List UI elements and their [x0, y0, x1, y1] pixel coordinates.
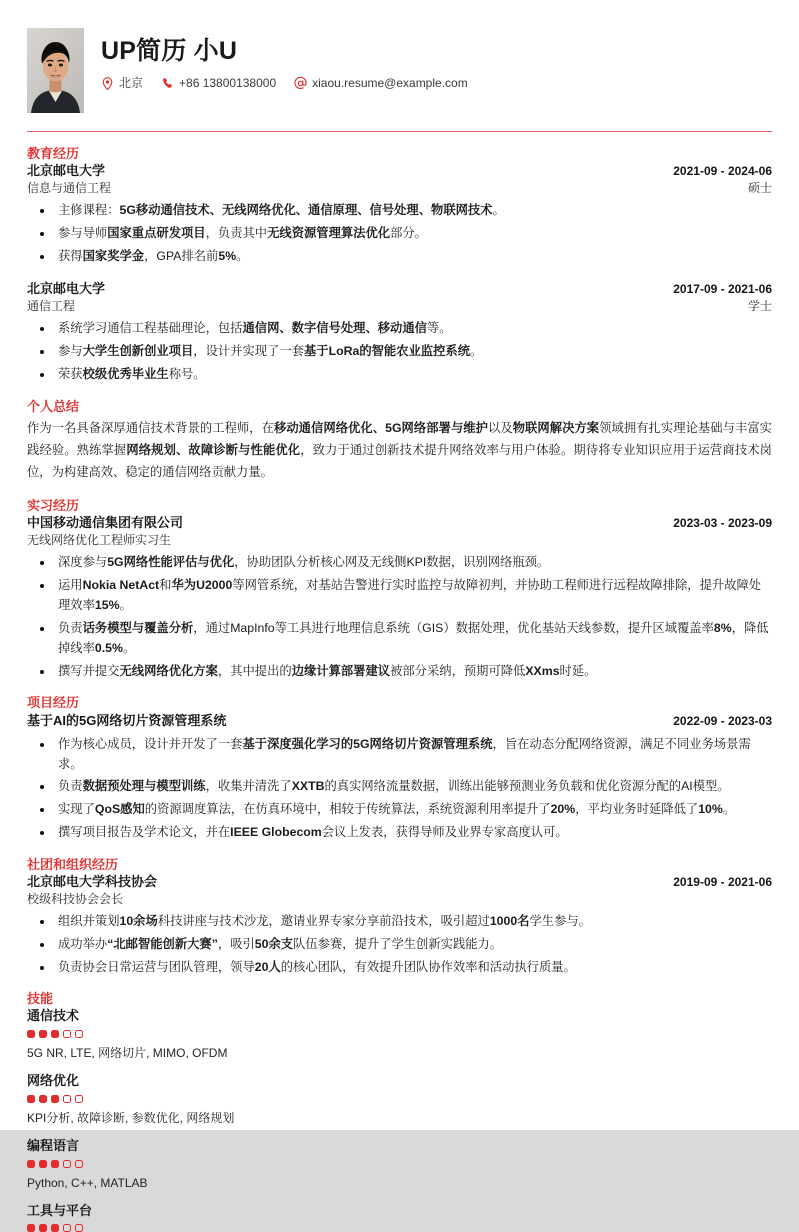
bullet-item: 作为核心成员，设计并开发了一套基于深度强化学习的5G网络切片资源管理系统，旨在动态分配网络资源，满足不同业务场景需求。: [27, 735, 772, 775]
section-organizations: [27, 857, 772, 978]
bullet-item: 撰写项目报告及学术论文，并在IEEE Globecom会议上发表，获得导师及业界专家高度认可。: [27, 823, 772, 843]
section-internship: [27, 498, 772, 682]
section-title-education: 教育经历: [27, 146, 80, 161]
bullet-item: 获得国家奖学金，GPA排名前5%。: [27, 247, 772, 267]
section-title-internship: 实习经历: [27, 497, 80, 513]
entry-date-range: 2022-09 - 2023-03: [673, 713, 772, 728]
skill-name: 编程语言: [27, 1137, 80, 1153]
skill-dot-empty: [75, 1224, 83, 1232]
section-title-organizations: 社团和组织经历: [27, 857, 119, 873]
bullet-item: 系统学习通信工程基础理论，包括通信网、数字信号处理、移动通信等。: [27, 319, 772, 339]
location-pin-icon: [101, 77, 114, 90]
skill-dot-empty: [75, 1095, 83, 1103]
bullet-list: [27, 201, 772, 267]
skill-name: 网络优化: [27, 1073, 80, 1089]
bullet-item: 荣获校级优秀毕业生称号。: [27, 365, 772, 385]
entry: [27, 713, 772, 843]
skill-dot-empty: [63, 1095, 71, 1103]
contact-location: [101, 77, 143, 90]
skill-dot-empty: [75, 1030, 83, 1038]
skill-dot-filled: [51, 1095, 59, 1103]
bullet-list: [27, 553, 772, 681]
entry-subtitle: 通信工程: [27, 298, 76, 313]
entry-header-row: [27, 874, 772, 891]
section-title-skills: 技能: [27, 991, 54, 1007]
entry: [27, 281, 772, 385]
entry: [27, 874, 772, 978]
skill-dot-filled: [39, 1030, 47, 1038]
entry-organization: 北京邮电大学科技协会: [27, 874, 158, 890]
skill-dot-empty: [63, 1030, 71, 1038]
skill-items: 5G NR, LTE, 网络切片, MIMO, OFDM: [27, 1046, 228, 1061]
resume-sections: [27, 146, 772, 978]
bullet-item: 深度参与5G网络性能评估与优化，协助团队分析核心网及无线侧KPI数据，识别网络瓶颈。: [27, 553, 772, 573]
entry-header-row: [27, 713, 772, 730]
skill-name: 通信技术: [27, 1008, 80, 1024]
bullet-item: 组织并策划10余场科技讲座与技术沙龙，邀请业界专家分享前沿技术，吸引超过1000名学生参与。: [27, 912, 772, 932]
section-title-projects: 项目经历: [27, 695, 80, 711]
entry-organization: 中国移动通信集团有限公司: [27, 514, 184, 530]
entry-degree: 硕士: [747, 181, 772, 196]
skill-block-list: [27, 1008, 772, 1232]
section-education: [27, 146, 772, 385]
entry: [27, 163, 772, 267]
bullet-list: [27, 912, 772, 978]
entry-header-row: [27, 281, 772, 298]
skill-block: [27, 1203, 772, 1232]
entry-sub-row: [27, 891, 772, 907]
skill-block: [27, 1073, 772, 1127]
bullet-list: [27, 735, 772, 844]
entry-header-row: [27, 515, 772, 532]
skill-dot-empty: [63, 1160, 71, 1168]
bullet-item: 运用Nokia NetAct和华为U2000等网管系统，对基站告警进行实时监控与故障初判，并协助工程师进行远程故障排除，提升故障处理效率15%。: [27, 576, 772, 616]
bullet-item: 成功举办“北邮智能创新大赛”，吸引50余支队伍参赛，提升了学生创新实践能力。: [27, 935, 772, 955]
bullet-item: 参与导师国家重点研发项目，负责其中无线资源管理算法优化部分。: [27, 224, 772, 244]
skill-items: Python, C++, MATLAB: [27, 1175, 148, 1190]
entry-sub-row: [27, 180, 772, 196]
skill-level-rating: [27, 1095, 772, 1103]
entry-date-range: 2023-03 - 2023-09: [673, 515, 772, 530]
skill-dot-filled: [27, 1030, 35, 1038]
bullet-item: 主修课程：5G移动通信技术、无线网络优化、通信原理、信号处理、物联网技术。: [27, 201, 772, 221]
skill-dot-filled: [51, 1160, 59, 1168]
skill-level-rating: [27, 1160, 772, 1168]
entry-header-row: [27, 163, 772, 180]
bullet-item: 撰写并提交无线网络优化方案，其中提出的边缘计算部署建议被部分采纳，预期可降低XXms时延。: [27, 662, 772, 682]
page-title: UP简历 小U: [101, 37, 238, 65]
skill-name: 工具与平台: [27, 1202, 93, 1218]
bullet-item: 参与大学生创新创业项目，设计并实现了一套基于LoRa的智能农业监控系统。: [27, 342, 772, 362]
skill-dot-filled: [39, 1160, 47, 1168]
skill-level-rating: [27, 1030, 772, 1038]
contact-email-text: xiaou.resume@example.com: [312, 76, 468, 91]
skill-level-rating: [27, 1224, 772, 1232]
contact-location-text: 北京: [119, 76, 144, 91]
section-summary: [27, 399, 772, 484]
bullet-item: 负责数据预处理与模型训练，收集并清洗了XXTB的真实网络流量数据，训练出能够预测业务负载和优化资源分配的AI模型。: [27, 777, 772, 797]
section-projects: [27, 695, 772, 843]
skill-dot-filled: [27, 1224, 35, 1232]
entry-organization: 基于AI的5G网络切片资源管理系统: [27, 712, 227, 728]
contact-phone: [161, 77, 276, 90]
resume-header: [27, 0, 772, 113]
entry-degree: 学士: [747, 298, 772, 313]
entry-subtitle: 校级科技协会会长: [27, 892, 124, 907]
bullet-item: 负责协会日常运营与团队管理，领导20人的核心团队，有效提升团队协作效率和活动执行质量。: [27, 958, 772, 978]
entry: [27, 515, 772, 682]
bullet-list: [27, 319, 772, 385]
entry-subtitle: 信息与通信工程: [27, 181, 112, 196]
skill-block: [27, 1138, 772, 1192]
entry-date-range: 2017-09 - 2021-06: [673, 282, 772, 297]
skill-block: [27, 1008, 772, 1062]
skill-dot-filled: [51, 1030, 59, 1038]
entry-subtitle: 无线网络优化工程师实习生: [27, 532, 172, 547]
skill-dot-filled: [27, 1160, 35, 1168]
contact-list: [101, 77, 468, 90]
contact-email: [294, 77, 468, 90]
skill-dot-empty: [75, 1160, 83, 1168]
contact-phone-text: +86 13800138000: [179, 76, 277, 91]
entry-organization: 北京邮电大学: [27, 281, 106, 297]
section-title-summary: 个人总结: [27, 398, 80, 414]
header-divider: [27, 131, 772, 132]
skills-section: [27, 991, 772, 1232]
at-email-icon: [294, 77, 307, 90]
entry-sub-row: [27, 298, 772, 314]
avatar: [27, 28, 84, 113]
summary-paragraph: 作为一名具备深厚通信技术背景的工程师，在移动通信网络优化、5G网络部署与维护以及物联网解决方案领域拥有扎实理论基础与丰富实践经验。熟练掌握网络规划、故障诊断与性能优化，致力于通过创新技术提升网络效率与用户体验。期待将专业知识应用于运营商技术岗位，为构建高效、稳定的通信网络贡献力量。: [27, 421, 772, 479]
bullet-item: 负责话务模型与覆盖分析，通过MapInfo等工具进行地理信息系统（GIS）数据处理，优化基站天线参数，提升区域覆盖率8%，降低掉线率0.5%。: [27, 619, 772, 659]
skill-dot-filled: [39, 1095, 47, 1103]
header-text-block: [101, 28, 468, 90]
skill-items: KPI分析, 故障诊断, 参数优化, 网络规划: [27, 1111, 235, 1126]
entry-organization: 北京邮电大学: [27, 163, 106, 179]
entry-date-range: 2021-09 - 2024-06: [673, 164, 772, 179]
skill-dot-filled: [39, 1224, 47, 1232]
phone-icon: [161, 77, 174, 90]
skill-dot-filled: [27, 1095, 35, 1103]
entry-date-range: 2019-09 - 2021-06: [673, 875, 772, 890]
bullet-item: 实现了QoS感知的资源调度算法，在仿真环境中，相较于传统算法，系统资源利用率提升了20%，平均业务时延降低了10%。: [27, 800, 772, 820]
entry-sub-row: [27, 532, 772, 548]
skill-dot-empty: [63, 1224, 71, 1232]
skill-dot-filled: [51, 1224, 59, 1232]
